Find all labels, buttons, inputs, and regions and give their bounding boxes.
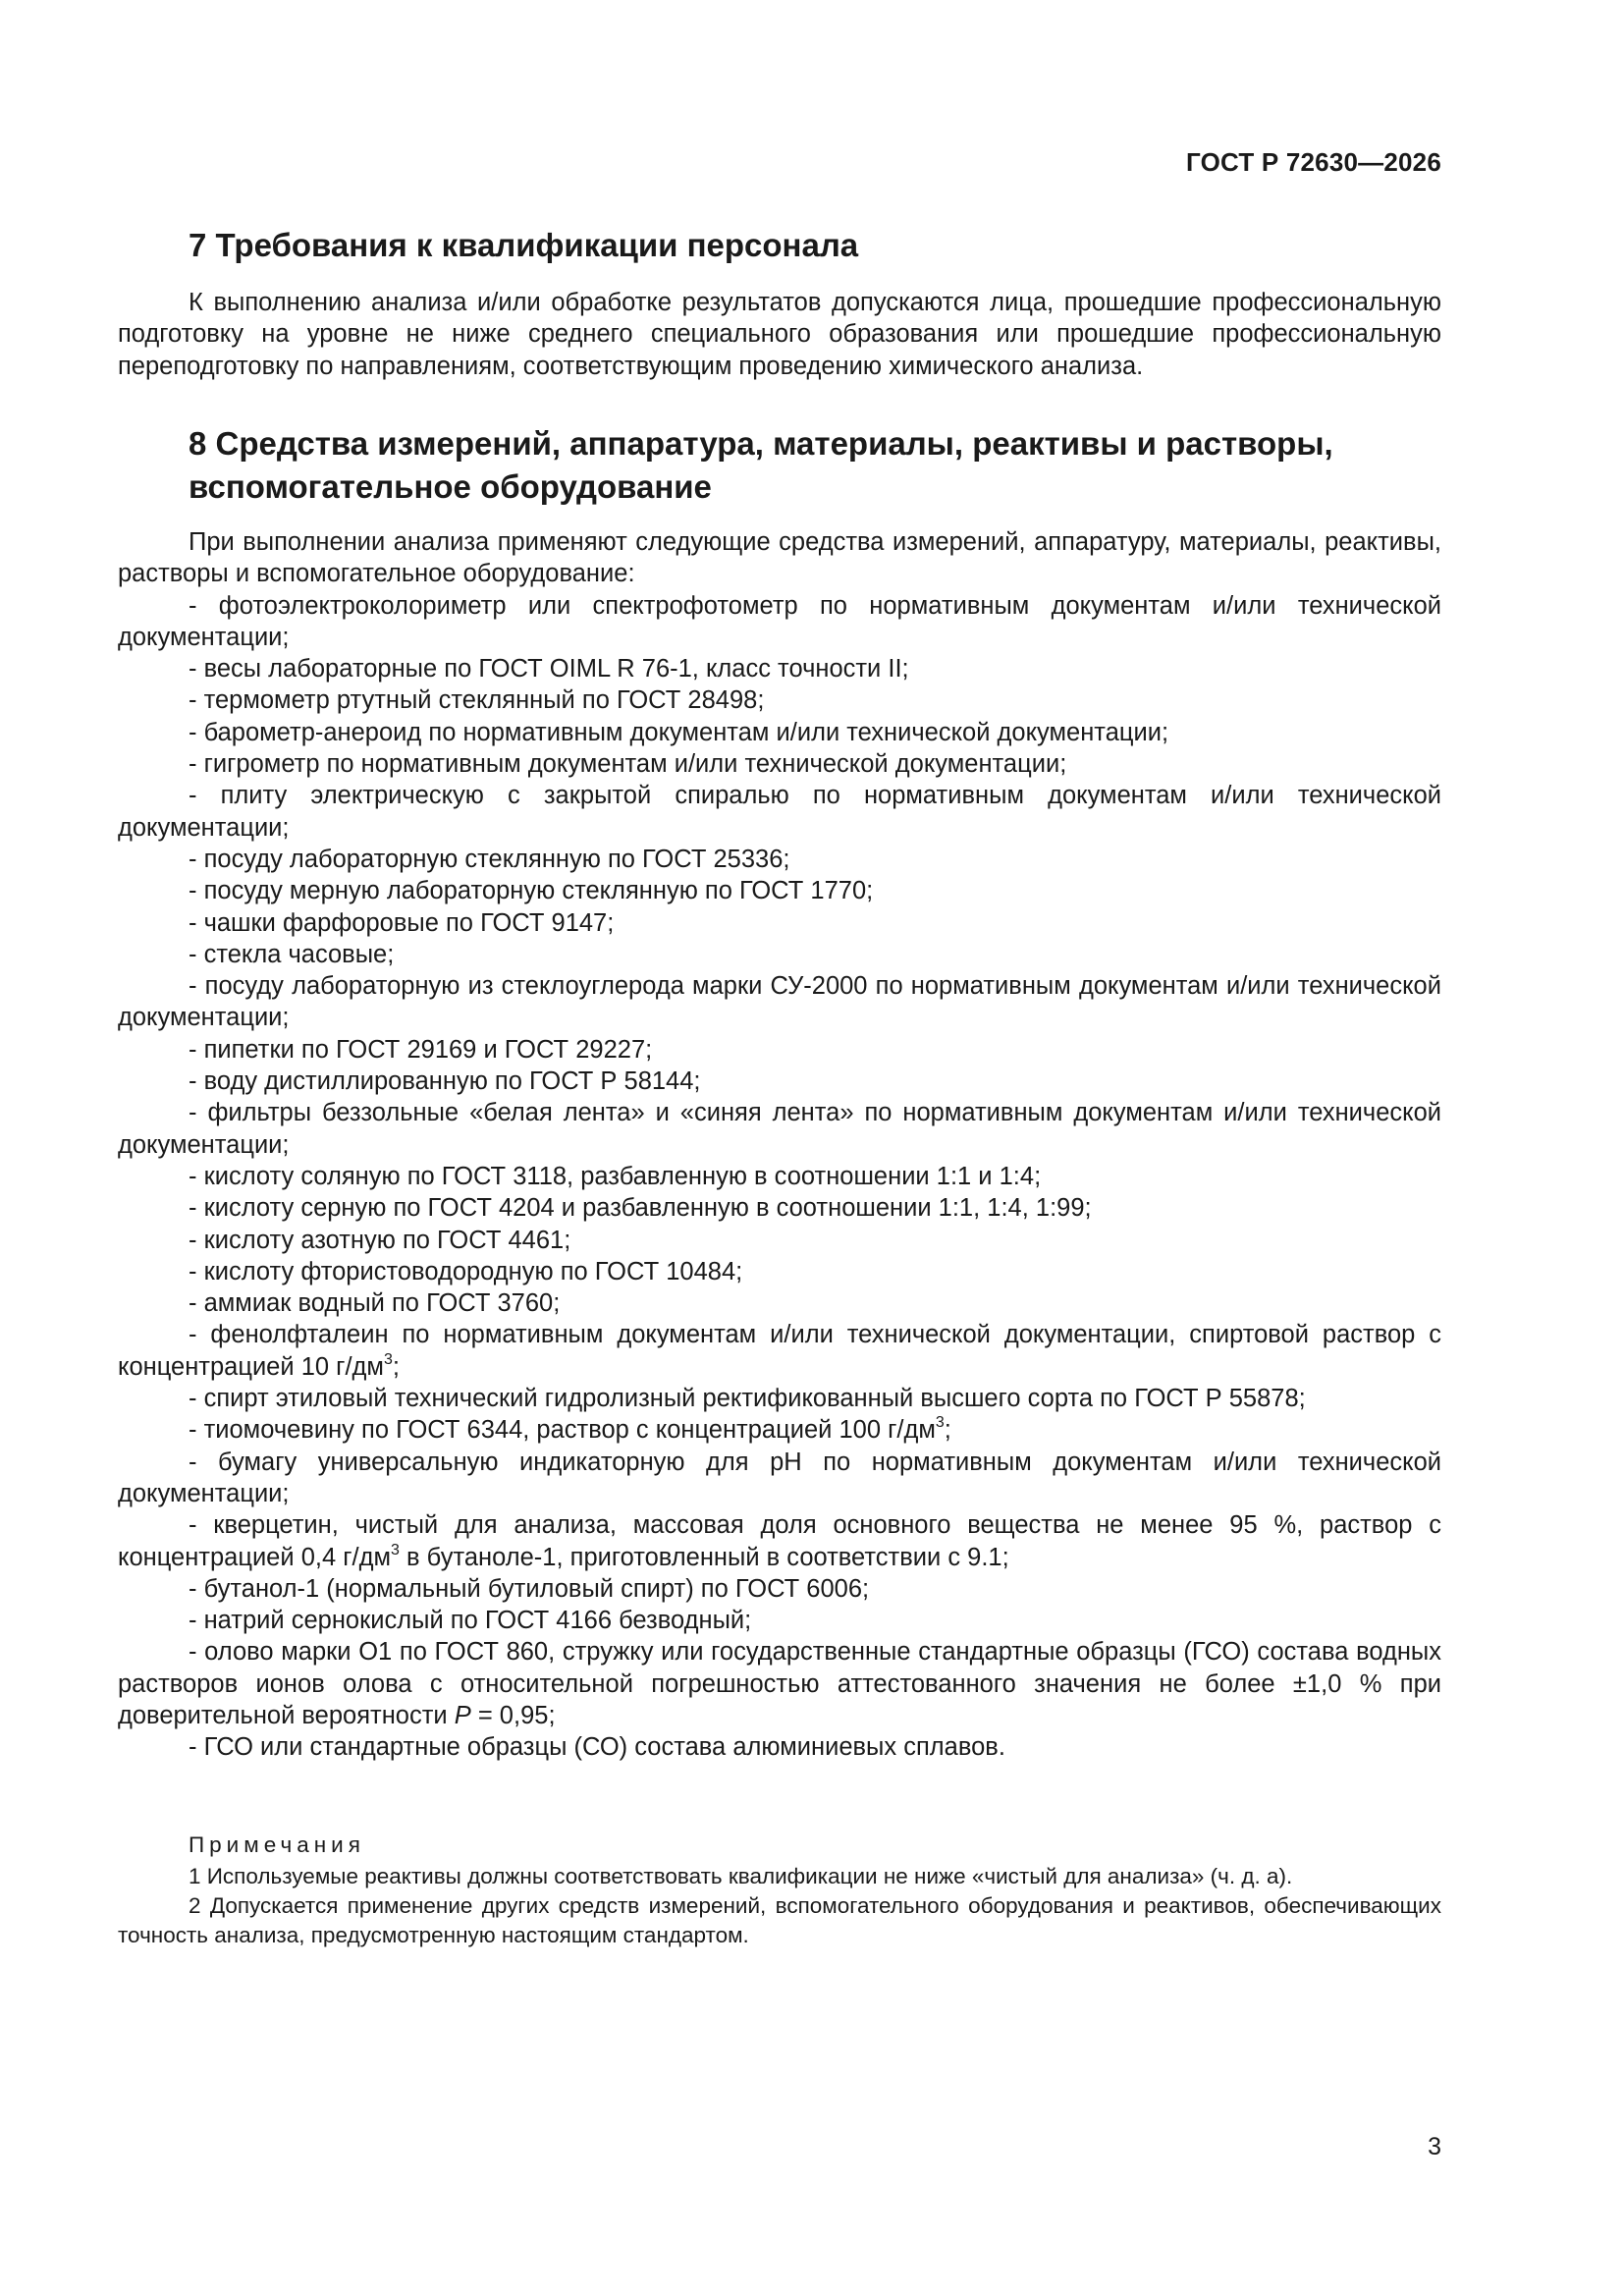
superscript: 3 bbox=[383, 1350, 393, 1368]
list-item: - чашки фарфоровые по ГОСТ 9147; bbox=[189, 908, 615, 937]
section-8-intro: При выполнении анализа применяют следующие средства измерений, аппаратуру, материалы, реактивы, растворы и вспомогательное оборудование: bbox=[118, 528, 1441, 588]
list-item: - воду дистиллированную по ГОСТ Р 58144; bbox=[189, 1067, 701, 1096]
list-item: - гигрометр по нормативным документам и/или технической документации; bbox=[189, 750, 1067, 779]
list-item-thiourea bbox=[118, 1414, 1441, 1446]
section-7-paragraph: К выполнению анализа и/или обработке результатов допускаются лица, прошедшие профессиональную подготовку на уровне не ниже среднего специального образования или прошедшие профессиональную переподготовку по направлениям, соответствующим проведению химического анализа. bbox=[118, 289, 1441, 380]
list-item-text: = 0,95; bbox=[470, 1701, 556, 1729]
list-item: - бумагу универсальную индикаторную для рН по нормативным документам и/или технической документации; bbox=[118, 1448, 1441, 1507]
list-item: - весы лабораторные по ГОСТ OIML R 76-1, класс точности II; bbox=[189, 655, 909, 683]
list-item: - кислоту азотную по ГОСТ 4461; bbox=[189, 1226, 571, 1254]
document-code: ГОСТ Р 72630—2026 bbox=[1186, 147, 1441, 177]
list-item: - барометр-анероид по нормативным документам и/или технической документации; bbox=[189, 718, 1169, 746]
section-8-title bbox=[189, 422, 1333, 509]
list-item-text: - тиомочевину по ГОСТ 6344, раствор с концентрацией 100 г/дм bbox=[189, 1416, 936, 1445]
list-item: - натрий сернокислый по ГОСТ 4166 безводный; bbox=[189, 1607, 752, 1635]
list-item: - плиту электрическую с закрытой спиралью по нормативным документам и/или технической документации; bbox=[118, 782, 1441, 842]
superscript: 3 bbox=[935, 1414, 945, 1432]
notes-heading: Примечания bbox=[189, 1832, 365, 1857]
list-item-text: в бутаноле-1, приготовленный в соответствии с 9.1; bbox=[399, 1543, 1009, 1571]
list-item: - ГСО или стандартные образцы (СО) состава алюминиевых сплавов. bbox=[189, 1733, 1005, 1762]
list-item-quercetin bbox=[118, 1509, 1441, 1573]
page-number: 3 bbox=[1428, 2133, 1441, 2160]
list-item-text: ; bbox=[392, 1352, 400, 1381]
list-item: - фотоэлектроколориметр или спектрофотометр по нормативным документам и/или технической документации; bbox=[118, 591, 1441, 651]
section-8-title-line-2: вспомогательное оборудование bbox=[189, 468, 712, 505]
list-item: - фильтры беззольные «белая лента» и «синяя лента» по нормативным документам и/или технической документации; bbox=[118, 1099, 1441, 1159]
list-item: - пипетки по ГОСТ 29169 и ГОСТ 29227; bbox=[189, 1035, 653, 1064]
list-item: - аммиак водный по ГОСТ 3760; bbox=[189, 1289, 561, 1318]
list-item: - посуду лабораторную стеклянную по ГОСТ 25336; bbox=[189, 845, 790, 873]
list-item: - кислоту фтористоводородную по ГОСТ 10484; bbox=[189, 1257, 743, 1285]
list-item: - посуду мерную лабораторную стеклянную по ГОСТ 1770; bbox=[189, 877, 874, 905]
note-item: 1 Используемые реактивы должны соответствовать квалификации не ниже «чистый для анализа» (ч. д. а). bbox=[189, 1864, 1293, 1888]
note-item: 2 Допускается применение других средств измерений, вспомогательного оборудования и реактивов, обеспечивающих точность анализа, предусмотренную настоящим стандартом. bbox=[118, 1893, 1441, 1947]
list-item-tin bbox=[118, 1636, 1441, 1731]
list-item: - кислоту соляную по ГОСТ 3118, разбавленную в соотношении 1:1 и 1:4; bbox=[189, 1162, 1042, 1190]
list-item-text: - фенолфталеин по нормативным документам и/или технической документации, спиртовой раствор с концентрацией 10 г/дм bbox=[118, 1321, 1441, 1381]
list-item: - спирт этиловый технический гидролизный ректификованный высшего сорта по ГОСТ Р 55878; bbox=[189, 1385, 1306, 1413]
variable-p: P bbox=[454, 1701, 471, 1729]
list-item-text: - кверцетин, чистый для анализа, массовая доля основного вещества не менее 95 %, раствор с концентрацией 0,4 г/дм bbox=[118, 1511, 1441, 1571]
list-item: - кислоту серную по ГОСТ 4204 и разбавленную в соотношении 1:1, 1:4, 1:99; bbox=[189, 1194, 1092, 1223]
section-7-title: 7 Требования к квалификации персонала bbox=[189, 227, 859, 263]
section-8-body bbox=[118, 526, 1441, 1764]
list-item-text: - олово марки О1 по ГОСТ 860, стружку или государственные стандартные образцы (ГСО) состава водных растворов ионов олова с относительной погрешностью аттестованного значения не более ±1,0 % при доверительной вероятности bbox=[118, 1638, 1441, 1729]
list-item: - термометр ртутный стеклянный по ГОСТ 28498; bbox=[189, 686, 765, 715]
list-item: - бутанол-1 (нормальный бутиловый спирт) по ГОСТ 6006; bbox=[189, 1574, 870, 1603]
notes-block bbox=[118, 1831, 1441, 1950]
list-item: - посуду лабораторную из стеклоуглерода марки СУ-2000 по нормативным документам и/или технической документации; bbox=[118, 972, 1441, 1032]
superscript: 3 bbox=[391, 1541, 400, 1558]
list-item-text: ; bbox=[944, 1416, 951, 1445]
list-item-phenolphthalein bbox=[118, 1319, 1441, 1383]
section-7-body bbox=[118, 287, 1441, 382]
list-item: - стекла часовые; bbox=[189, 940, 395, 968]
section-8-title-line-1: 8 Средства измерений, аппаратура, материалы, реактивы и растворы, bbox=[189, 425, 1333, 462]
